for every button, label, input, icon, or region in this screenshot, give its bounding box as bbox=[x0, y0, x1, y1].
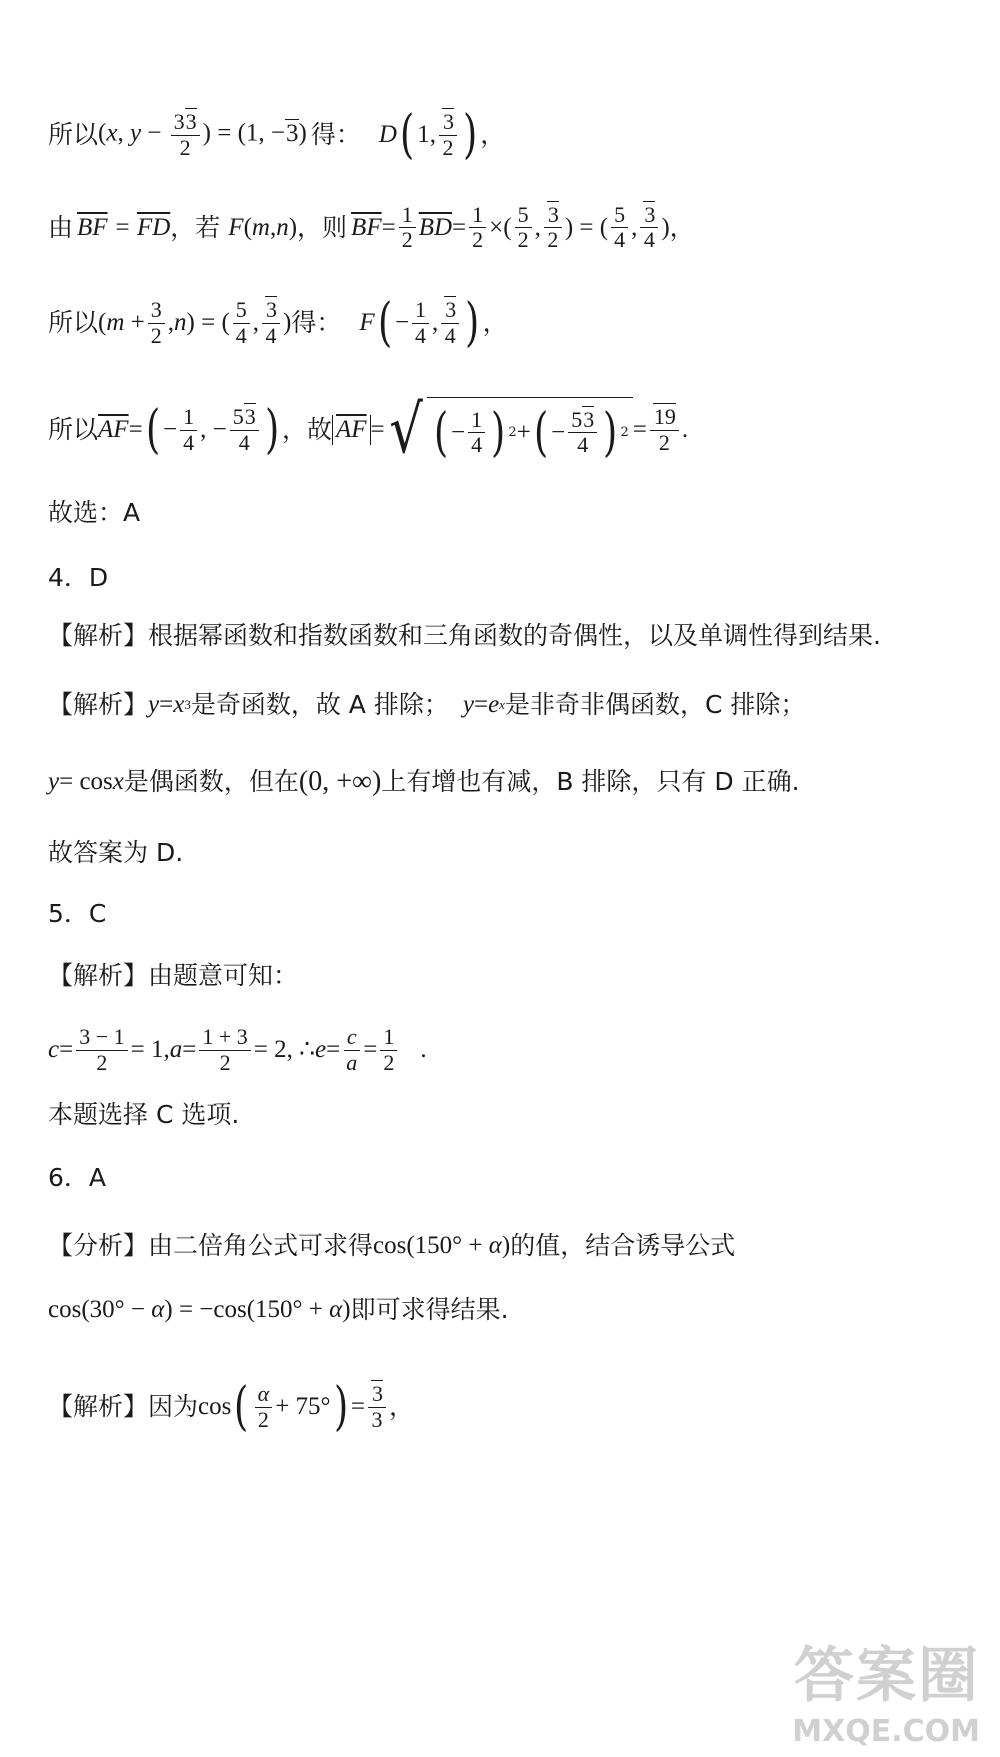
question-5-heading: 5．C bbox=[48, 899, 107, 928]
question-5-conclusion: 本题选择 C 选项. bbox=[48, 1100, 240, 1129]
question-6-heading: 6．A bbox=[48, 1163, 107, 1192]
question-6-analysis-2: cos(30° − α) = −cos(150° + α) 即可求得结果. bbox=[48, 1295, 509, 1324]
question-5-formula: c = $\frac{3 - 1}{2}$ = 1, a = $\frac{1 + 3}{2}$ = 2, ∴ e = $\frac{c}{a}$ = $\frac{1}{2}$ . bbox=[48, 1024, 427, 1075]
question-4-analysis: 【解析】根据幂函数和指数函数和三角函数的奇偶性，以及单调性得到结果. bbox=[48, 621, 881, 650]
solution-line-2: 由 $\overline{BF} = \overline{FD}$ ，若 F ( m , n ) ，则 $\overline{BF}$ = $\frac{1}{2}$ $\overline{BD}$ = $\frac{1}{2}$ ×( $\frac{5}{2}$ , $\frac{3}{2}$ ) = ( $\frac{5}{4}$ , $\frac{3}{4}$ ) ， bbox=[48, 201, 695, 252]
solution-line-1: 所以 (x, y − $\frac{33}{2}$ ) = (1, −3) 得： D ( 1, $\frac{3}{2}$ ) ， bbox=[48, 105, 506, 165]
watermark-logo: 答案圈 MXQE.COM bbox=[792, 1641, 980, 1749]
question-4-heading: 4．D bbox=[48, 563, 109, 592]
question-4-explanation-1: 【解析】 y = x 3 是奇函数，故 A 排除； y = e x 是非奇非偶函数，C 排除； bbox=[48, 690, 806, 719]
question-4-answer: 故答案为 D. bbox=[48, 838, 184, 867]
question-6-analysis-1: 【分析】由二倍角公式可求得 cos(150° + α) 的值，结合诱导公式 bbox=[48, 1231, 736, 1260]
math-expr: (x, y − $\frac{33}{2}$ ) = (1, −3) bbox=[98, 109, 307, 160]
question-4-explanation-2: y = cos x 是偶函数，但在 (0, +∞) 上有增也有减，B 排除，只有 D 正确. bbox=[48, 766, 800, 798]
solution-line-4: 所以 $\overline{AF}$ = ( − $\frac{1}{4}$ , − $\frac{53}{4}$ ) ，故 $\overline{AF}$ = √ ( − $\frac{1}{4}$ ) 2 + ( − $\frac{53}{4}$ ) 2 = $\frac{19}{2}$ . bbox=[48, 391, 689, 468]
question-5-explanation: 【解析】由题意可知： bbox=[48, 961, 299, 990]
question-6-explanation: 【解析】因为 cos ( $\frac{\alpha}{2}$ + 75° ) = $\frac{3}{3}$ ， bbox=[48, 1377, 414, 1437]
answer-line: 故选：A bbox=[48, 498, 141, 527]
solution-line-3: 所以 (m + $\frac{3}{2}$ ,n) = ( $\frac{5}{4}$ , $\frac{3}{4}$ ) 得： F ( − $\frac{1}{4}$ , $\frac{3}{4}$ ) ， bbox=[48, 293, 508, 353]
